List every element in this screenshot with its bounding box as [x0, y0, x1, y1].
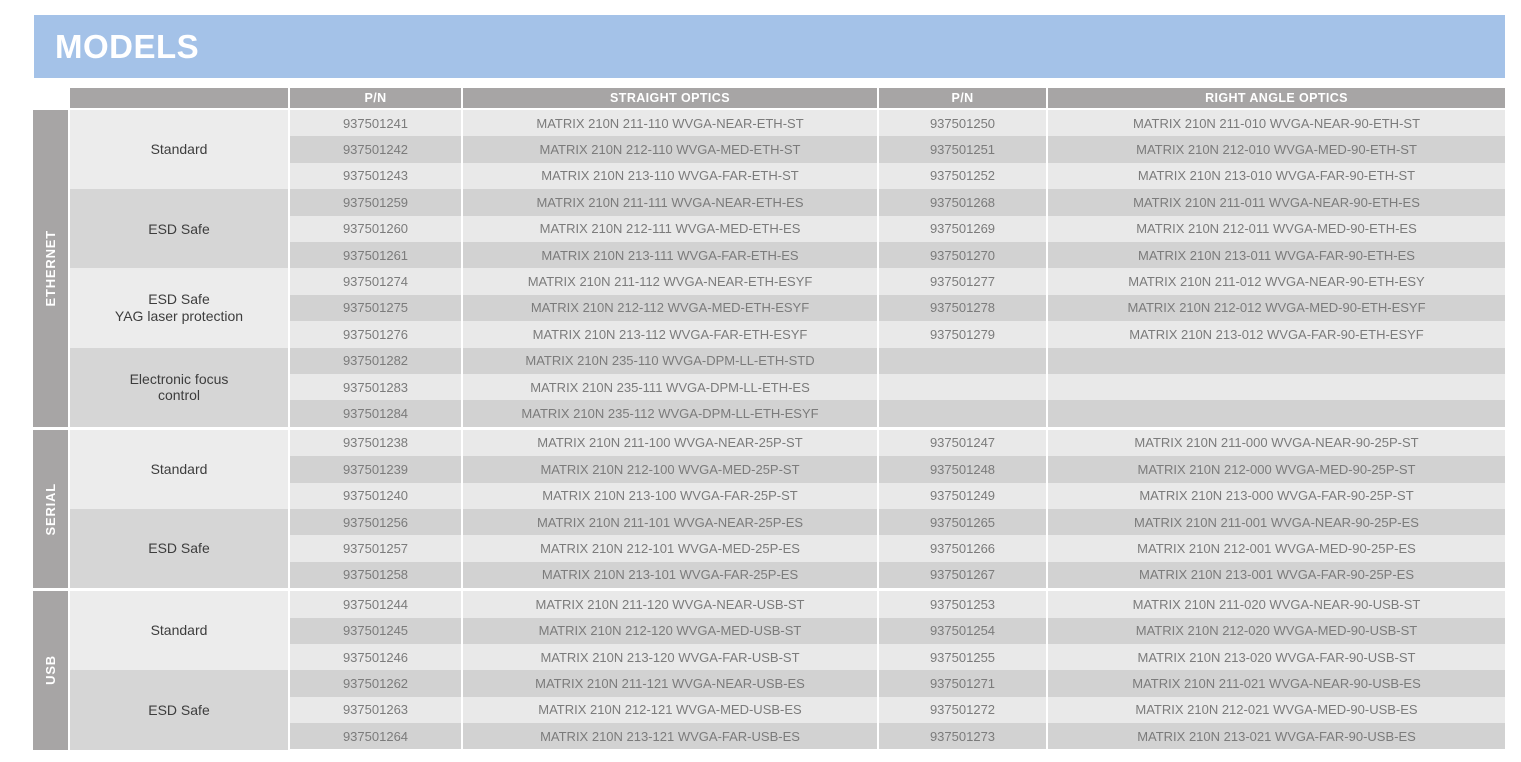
straight-optics-cell: MATRIX 210N 211-121 WVGA-NEAR-USB-ES — [461, 670, 877, 696]
table-row — [290, 216, 1505, 242]
pn-straight-cell: 937501242 — [290, 136, 461, 162]
table-row — [290, 268, 1505, 294]
right-angle-optics-cell: MATRIX 210N 212-000 WVGA-MED-90-25P-ST — [1046, 456, 1505, 482]
straight-optics-cell: MATRIX 210N 213-112 WVGA-FAR-ETH-ESYF — [461, 321, 877, 347]
straight-optics-cell: MATRIX 210N 213-111 WVGA-FAR-ETH-ES — [461, 242, 877, 268]
pn-straight-cell: 937501262 — [290, 670, 461, 696]
category-label-line: ESD Safe — [148, 220, 210, 237]
straight-optics-cell: MATRIX 210N 213-100 WVGA-FAR-25P-ST — [461, 483, 877, 509]
pn-straight-cell: 937501264 — [290, 723, 461, 749]
connector-group-usb — [33, 591, 1505, 749]
category-cell — [70, 110, 288, 189]
pn-right-angle-cell: 937501270 — [877, 242, 1046, 268]
straight-optics-cell: MATRIX 210N 212-112 WVGA-MED-ETH-ESYF — [461, 295, 877, 321]
category-column — [70, 591, 288, 749]
table-row — [290, 456, 1505, 482]
category-cell — [70, 670, 288, 749]
category-label-line: ESD Safe — [148, 701, 210, 718]
category-cell — [70, 348, 288, 427]
table-row — [290, 535, 1505, 561]
table-row — [290, 189, 1505, 215]
right-angle-optics-cell: MATRIX 210N 213-021 WVGA-FAR-90-USB-ES — [1046, 723, 1505, 749]
straight-optics-cell: MATRIX 210N 213-120 WVGA-FAR-USB-ST — [461, 644, 877, 670]
pn-right-angle-cell: 937501265 — [877, 509, 1046, 535]
right-angle-optics-cell: MATRIX 210N 212-012 WVGA-MED-90-ETH-ESYF — [1046, 295, 1505, 321]
category-cell — [70, 268, 288, 347]
group-label-text: SERIAL — [43, 482, 58, 536]
right-angle-optics-cell: MATRIX 210N 211-011 WVGA-NEAR-90-ETH-ES — [1046, 189, 1505, 215]
pn-right-angle-cell: 937501273 — [877, 723, 1046, 749]
header-pn-straight: P/N — [288, 88, 461, 108]
pn-right-angle-cell — [877, 400, 1046, 426]
right-angle-optics-cell: MATRIX 210N 213-001 WVGA-FAR-90-25P-ES — [1046, 562, 1505, 588]
pn-right-angle-cell — [877, 348, 1046, 374]
straight-optics-cell: MATRIX 210N 212-101 WVGA-MED-25P-ES — [461, 535, 877, 561]
category-label-line: ESD Safe — [148, 291, 210, 308]
table-row — [290, 509, 1505, 535]
right-angle-optics-cell: MATRIX 210N 211-001 WVGA-NEAR-90-25P-ES — [1046, 509, 1505, 535]
category-cell — [70, 430, 288, 509]
straight-optics-cell: MATRIX 210N 235-110 WVGA-DPM-LL-ETH-STD — [461, 348, 877, 374]
pn-right-angle-cell: 937501277 — [877, 268, 1046, 294]
page-title: MODELS — [55, 27, 200, 65]
category-label-line: Standard — [150, 622, 208, 639]
table-row — [290, 430, 1505, 456]
group-side-label-usb — [33, 591, 68, 749]
table-row — [290, 242, 1505, 268]
table-row — [290, 618, 1505, 644]
pn-straight-cell: 937501276 — [290, 321, 461, 347]
right-angle-optics-cell: MATRIX 210N 211-021 WVGA-NEAR-90-USB-ES — [1046, 670, 1505, 696]
right-angle-optics-cell: MATRIX 210N 213-010 WVGA-FAR-90-ETH-ST — [1046, 163, 1505, 189]
pn-straight-cell: 937501259 — [290, 189, 461, 215]
pn-straight-cell: 937501275 — [290, 295, 461, 321]
pn-straight-cell: 937501260 — [290, 216, 461, 242]
pn-right-angle-cell: 937501254 — [877, 618, 1046, 644]
straight-optics-cell: MATRIX 210N 235-111 WVGA-DPM-LL-ETH-ES — [461, 374, 877, 400]
category-label-line: control — [157, 387, 201, 404]
pn-right-angle-cell: 937501269 — [877, 216, 1046, 242]
pn-straight-cell: 937501245 — [290, 618, 461, 644]
pn-straight-cell: 937501261 — [290, 242, 461, 268]
table-row — [290, 136, 1505, 162]
straight-optics-cell: MATRIX 210N 211-101 WVGA-NEAR-25P-ES — [461, 509, 877, 535]
right-angle-optics-cell: MATRIX 210N 211-010 WVGA-NEAR-90-ETH-ST — [1046, 110, 1505, 136]
pn-straight-cell: 937501246 — [290, 644, 461, 670]
category-label-line: Standard — [150, 141, 208, 158]
pn-straight-cell: 937501257 — [290, 535, 461, 561]
pn-straight-cell: 937501258 — [290, 562, 461, 588]
table-row — [290, 723, 1505, 749]
pn-right-angle-cell: 937501248 — [877, 456, 1046, 482]
pn-straight-cell: 937501243 — [290, 163, 461, 189]
straight-optics-cell: MATRIX 210N 213-110 WVGA-FAR-ETH-ST — [461, 163, 877, 189]
right-angle-optics-cell: MATRIX 210N 213-000 WVGA-FAR-90-25P-ST — [1046, 483, 1505, 509]
right-angle-optics-cell — [1046, 400, 1505, 426]
pn-straight-cell: 937501283 — [290, 374, 461, 400]
table-row — [290, 697, 1505, 723]
group-label-text: USB — [43, 655, 58, 686]
category-cell — [70, 189, 288, 268]
models-table-body — [33, 110, 1505, 750]
straight-optics-cell: MATRIX 210N 211-100 WVGA-NEAR-25P-ST — [461, 430, 877, 456]
pn-right-angle-cell: 937501268 — [877, 189, 1046, 215]
category-column — [70, 430, 288, 588]
table-row — [290, 295, 1505, 321]
group-side-label-serial — [33, 430, 68, 588]
right-angle-optics-cell: MATRIX 210N 212-021 WVGA-MED-90-USB-ES — [1046, 697, 1505, 723]
right-angle-optics-cell: MATRIX 210N 211-020 WVGA-NEAR-90-USB-ST — [1046, 591, 1505, 617]
table-row — [290, 110, 1505, 136]
table-row — [290, 163, 1505, 189]
pn-right-angle-cell: 937501252 — [877, 163, 1046, 189]
straight-optics-cell: MATRIX 210N 213-121 WVGA-FAR-USB-ES — [461, 723, 877, 749]
pn-right-angle-cell — [877, 374, 1046, 400]
pn-straight-cell: 937501256 — [290, 509, 461, 535]
straight-optics-cell: MATRIX 210N 211-120 WVGA-NEAR-USB-ST — [461, 591, 877, 617]
table-row — [290, 400, 1505, 426]
category-cell — [70, 591, 288, 670]
pn-straight-cell: 937501238 — [290, 430, 461, 456]
straight-optics-cell: MATRIX 210N 212-110 WVGA-MED-ETH-ST — [461, 136, 877, 162]
right-angle-optics-cell — [1046, 374, 1505, 400]
models-table — [33, 88, 1505, 750]
straight-optics-cell: MATRIX 210N 212-111 WVGA-MED-ETH-ES — [461, 216, 877, 242]
right-angle-optics-cell: MATRIX 210N 212-011 WVGA-MED-90-ETH-ES — [1046, 216, 1505, 242]
pn-right-angle-cell: 937501253 — [877, 591, 1046, 617]
models-banner — [34, 15, 1505, 78]
pn-straight-cell: 937501239 — [290, 456, 461, 482]
right-angle-optics-cell: MATRIX 210N 213-020 WVGA-FAR-90-USB-ST — [1046, 644, 1505, 670]
right-angle-optics-cell: MATRIX 210N 212-001 WVGA-MED-90-25P-ES — [1046, 535, 1505, 561]
right-angle-optics-cell — [1046, 348, 1505, 374]
pn-right-angle-cell: 937501266 — [877, 535, 1046, 561]
category-label-line: ESD Safe — [148, 540, 210, 557]
pn-straight-cell: 937501274 — [290, 268, 461, 294]
right-angle-optics-cell: MATRIX 210N 211-000 WVGA-NEAR-90-25P-ST — [1046, 430, 1505, 456]
pn-right-angle-cell: 937501279 — [877, 321, 1046, 347]
pn-straight-cell: 937501282 — [290, 348, 461, 374]
table-row — [290, 670, 1505, 696]
header-right-angle-optics: RIGHT ANGLE OPTICS — [1046, 88, 1505, 108]
category-cell — [70, 509, 288, 588]
right-angle-optics-cell: MATRIX 210N 213-012 WVGA-FAR-90-ETH-ESYF — [1046, 321, 1505, 347]
group-side-label-ethernet — [33, 110, 68, 427]
table-row — [290, 321, 1505, 347]
pn-straight-cell: 937501263 — [290, 697, 461, 723]
table-row — [290, 644, 1505, 670]
header-category — [70, 88, 288, 108]
category-label-line: YAG laser protection — [114, 307, 244, 324]
category-label-line: Standard — [150, 461, 208, 478]
pn-right-angle-cell: 937501250 — [877, 110, 1046, 136]
pn-straight-cell: 937501244 — [290, 591, 461, 617]
connector-group-ethernet — [33, 110, 1505, 427]
straight-optics-cell: MATRIX 210N 212-121 WVGA-MED-USB-ES — [461, 697, 877, 723]
straight-optics-cell: MATRIX 210N 211-112 WVGA-NEAR-ETH-ESYF — [461, 268, 877, 294]
table-row — [290, 374, 1505, 400]
pn-right-angle-cell: 937501251 — [877, 136, 1046, 162]
rows-column — [290, 430, 1505, 588]
straight-optics-cell: MATRIX 210N 211-111 WVGA-NEAR-ETH-ES — [461, 189, 877, 215]
pn-straight-cell: 937501284 — [290, 400, 461, 426]
straight-optics-cell: MATRIX 210N 211-110 WVGA-NEAR-ETH-ST — [461, 110, 877, 136]
straight-optics-cell: MATRIX 210N 212-120 WVGA-MED-USB-ST — [461, 618, 877, 644]
connector-group-serial — [33, 430, 1505, 588]
straight-optics-cell: MATRIX 210N 212-100 WVGA-MED-25P-ST — [461, 456, 877, 482]
pn-right-angle-cell: 937501255 — [877, 644, 1046, 670]
table-row — [290, 483, 1505, 509]
pn-straight-cell: 937501241 — [290, 110, 461, 136]
table-header-row — [70, 88, 1505, 108]
right-angle-optics-cell: MATRIX 210N 212-010 WVGA-MED-90-ETH-ST — [1046, 136, 1505, 162]
rows-column — [290, 591, 1505, 749]
straight-optics-cell: MATRIX 210N 213-101 WVGA-FAR-25P-ES — [461, 562, 877, 588]
right-angle-optics-cell: MATRIX 210N 212-020 WVGA-MED-90-USB-ST — [1046, 618, 1505, 644]
pn-right-angle-cell: 937501271 — [877, 670, 1046, 696]
pn-straight-cell: 937501240 — [290, 483, 461, 509]
category-label-line: Electronic focus — [129, 370, 229, 387]
table-row — [290, 562, 1505, 588]
header-pn-right-angle: P/N — [877, 88, 1046, 108]
rows-column — [290, 110, 1505, 427]
straight-optics-cell: MATRIX 210N 235-112 WVGA-DPM-LL-ETH-ESYF — [461, 400, 877, 426]
pn-right-angle-cell: 937501278 — [877, 295, 1046, 321]
pn-right-angle-cell: 937501267 — [877, 562, 1046, 588]
pn-right-angle-cell: 937501272 — [877, 697, 1046, 723]
group-label-text: ETHERNET — [43, 230, 58, 307]
right-angle-optics-cell: MATRIX 210N 213-011 WVGA-FAR-90-ETH-ES — [1046, 242, 1505, 268]
table-row — [290, 591, 1505, 617]
right-angle-optics-cell: MATRIX 210N 211-012 WVGA-NEAR-90-ETH-ESY — [1046, 268, 1505, 294]
pn-right-angle-cell: 937501247 — [877, 430, 1046, 456]
table-row — [290, 348, 1505, 374]
category-column — [70, 110, 288, 427]
header-straight-optics: STRAIGHT OPTICS — [461, 88, 877, 108]
pn-right-angle-cell: 937501249 — [877, 483, 1046, 509]
